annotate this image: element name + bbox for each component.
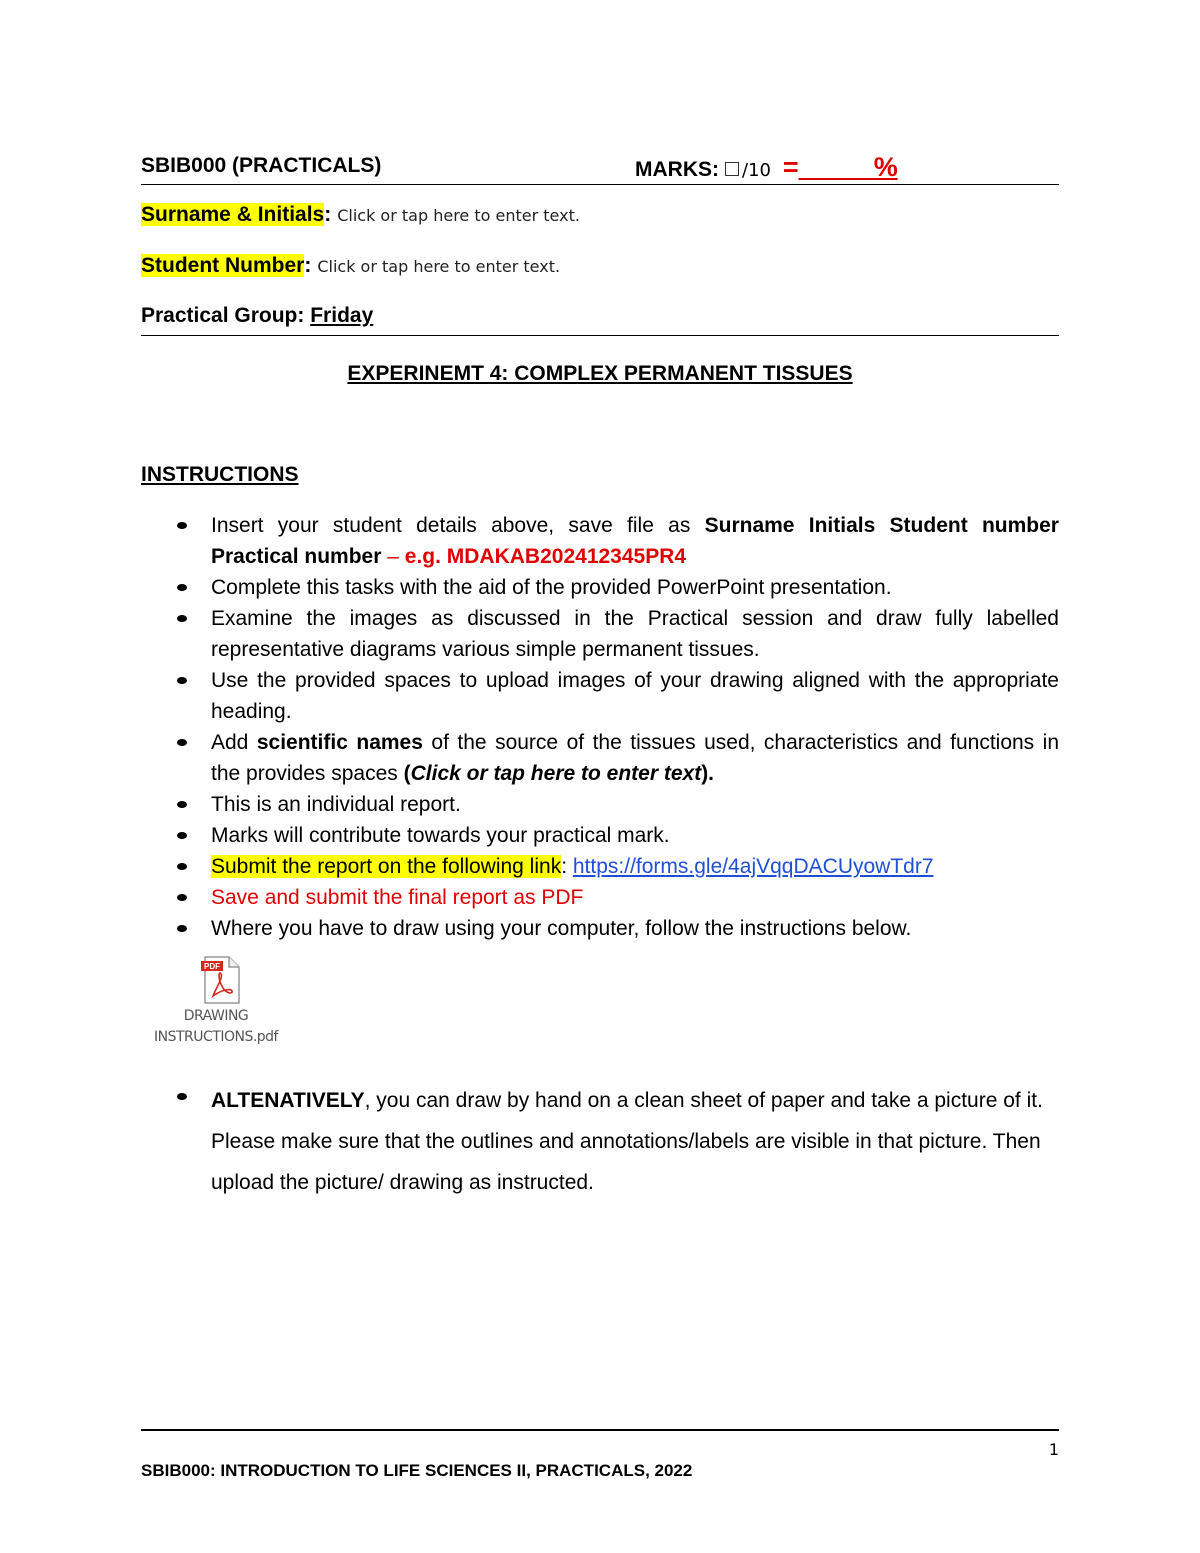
surname-label: Surname & Initials [141, 203, 325, 226]
list-item: Examine the images as discussed in the Practical session and draw fully labelled representative diagrams various simple permanent tissues. [141, 603, 1059, 665]
marks-checkbox-icon[interactable] [725, 162, 739, 176]
alternative-list [141, 1080, 1059, 1203]
instructions-list [141, 510, 1059, 944]
pdf-badge-label: PDF [204, 962, 220, 971]
drawing-instructions-attachment[interactable] [141, 956, 291, 1048]
practical-group-row [141, 304, 1059, 336]
document-page [141, 0, 1059, 1553]
attachment-filename: DRAWING INSTRUCTIONS.pdf [153, 1008, 278, 1045]
list-item: Use the provided spaces to upload images of your drawing aligned with the appropriate heading. [141, 665, 1059, 727]
marks-label: MARKS: [635, 158, 719, 181]
page-number: 1 [1048, 1440, 1059, 1459]
marks-out-of: /10 [742, 160, 771, 181]
header-row [141, 148, 1059, 185]
list-item: This is an individual report. [141, 789, 1059, 820]
student-number-label: Student Number [141, 254, 305, 277]
footer-text: SBIB000: INTRODUCTION TO LIFE SCIENCES II, PRACTICALS, 2022 [141, 1461, 693, 1480]
course-code: SBIB000 (PRACTICALS) [141, 154, 382, 177]
list-item: Add scientific names of the source of the tissues used, characteristics and functions in the provides spaces (Click or tap here to enter text). [141, 727, 1059, 789]
student-number-input[interactable]: Click or tap here to enter text. [317, 257, 561, 276]
list-item: Marks will contribute towards your practical mark. [141, 820, 1059, 851]
pdf-file-icon [201, 956, 241, 1004]
list-item: Save and submit the final report as PDF [141, 882, 1059, 913]
surname-input[interactable]: Click or tap here to enter text. [337, 206, 580, 225]
list-item: Insert your student details above, save file as Surname Initials Student number Practical number – e.g. MDAKAB202412345PR4 [141, 510, 1059, 572]
group-value[interactable]: Friday [310, 304, 374, 327]
group-label: Practical Group: [141, 304, 305, 327]
submission-link[interactable]: https://forms.gle/4ajVqqDACUyowTdr7 [572, 855, 934, 878]
instructions-heading: INSTRUCTIONS [141, 463, 299, 486]
percent-sign: % [873, 152, 898, 182]
list-item: Complete this tasks with the aid of the provided PowerPoint presentation. [141, 572, 1059, 603]
experiment-title: EXPERINEMT 4: COMPLEX PERMANENT TISSUES [347, 362, 853, 385]
percent-blank[interactable]: _____ [798, 152, 874, 182]
list-item: Where you have to draw using your computer, follow the instructions below. [141, 913, 1059, 944]
student-number-field: Student Number: Click or tap here to enter text. [141, 254, 561, 277]
list-item: ALTENATIVELY, you can draw by hand on a clean sheet of paper and take a picture of it. Please make sure that the outlines and annotations/labels are visible in that picture. Then upload the picture/ drawing as instructed. [141, 1080, 1059, 1203]
footer-divider [141, 1429, 1059, 1431]
list-item: Submit the report on the following link: https://forms.gle/4ajVqqDACUyowTdr7 [141, 851, 1059, 882]
marks-equals: = [782, 152, 799, 182]
surname-field: Surname & Initials: Click or tap here to enter text. [141, 203, 580, 226]
marks-field [635, 152, 898, 183]
